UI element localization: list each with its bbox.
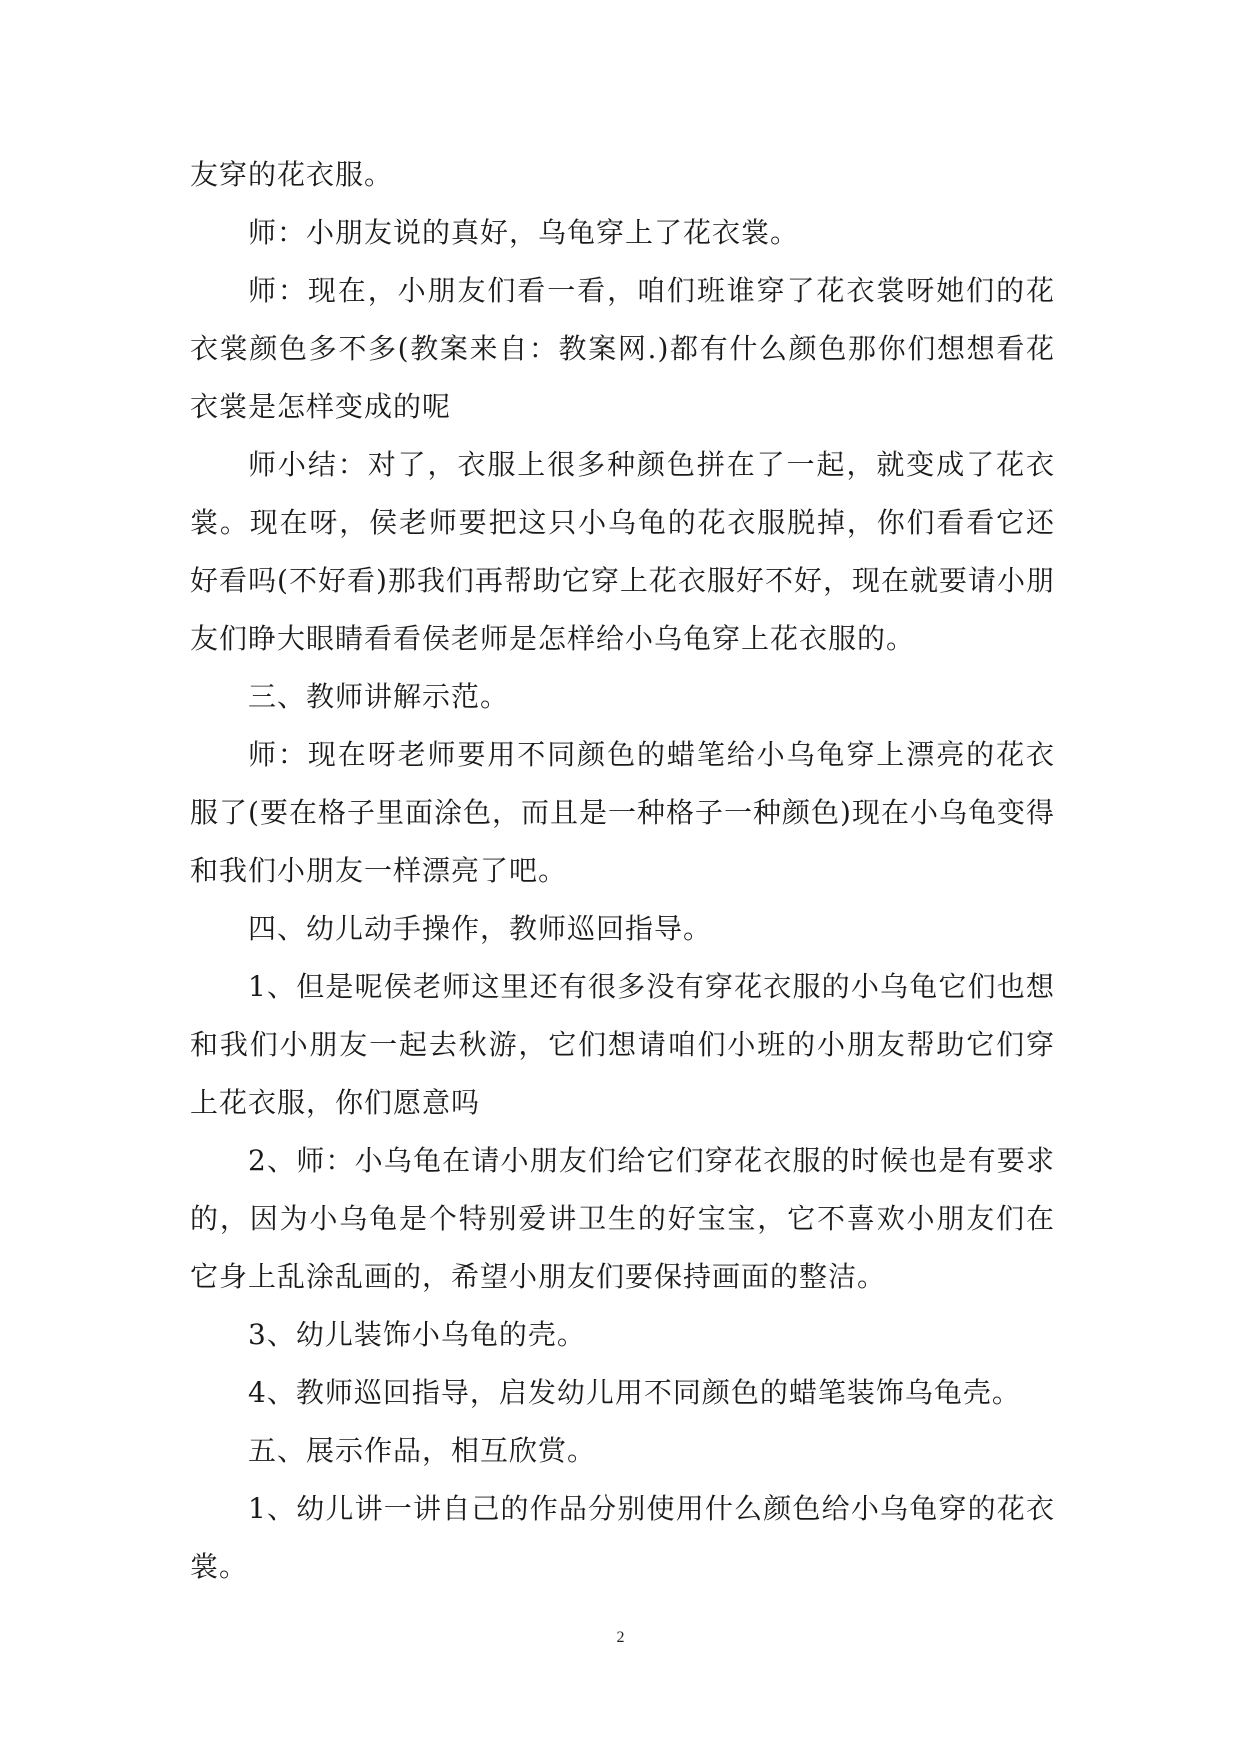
- list-item: 1、幼儿讲一讲自己的作品分别使用什么颜色给小乌龟穿的花衣裳。: [190, 1492, 1055, 1583]
- paragraph: 师：现在，小朋友们看一看，咱们班谁穿了花衣裳呀她们的花衣裳颜色多不多(教案来自：教案网.)都有什么颜色那你们想想看花衣裳是怎样变成的呢: [190, 274, 1055, 423]
- section-heading: 五、展示作品，相互欣赏。: [248, 1434, 597, 1467]
- list-item: 2、师：小乌龟在请小朋友们给它们穿花衣服的时候也是有要求的，因为小乌龟是个特别爱讲卫生的好宝宝，它不喜欢小朋友们在它身上乱涂乱画的，希望小朋友们要保持画面的整洁。: [190, 1144, 1055, 1293]
- page-number: 2: [616, 1629, 625, 1646]
- list-item: 1、但是呢侯老师这里还有很多没有穿花衣服的小乌龟它们也想和我们小朋友一起去秋游，它们想请咱们小班的小朋友帮助它们穿上花衣服，你们愿意吗: [190, 970, 1055, 1119]
- section-heading: 四、幼儿动手操作，教师巡回指导。: [248, 912, 713, 945]
- list-item: 4、教师巡回指导，启发幼儿用不同颜色的蜡笔装饰乌龟壳。: [248, 1376, 1021, 1409]
- list-item: 3、幼儿装饰小乌龟的壳。: [248, 1318, 586, 1351]
- document-body: [190, 146, 1055, 1596]
- paragraph: 师小结：对了，衣服上很多种颜色拼在了一起，就变成了花衣裳。现在呀，侯老师要把这只小乌龟的花衣服脱掉，你们看看它还好看吗(不好看)那我们再帮助它穿上花衣服好不好，现在就要请小朋友们睁大眼睛看看侯老师是怎样给小乌龟穿上花衣服的。: [190, 448, 1055, 655]
- paragraph: 师：小朋友说的真好，乌龟穿上了花衣裳。: [248, 216, 800, 249]
- section-heading: 三、教师讲解示范。: [248, 680, 510, 713]
- paragraph-continuation: 友穿的花衣服。: [190, 158, 394, 191]
- paragraph: 师：现在呀老师要用不同颜色的蜡笔给小乌龟穿上漂亮的花衣服了(要在格子里面涂色，而且是一种格子一种颜色)现在小乌龟变得和我们小朋友一样漂亮了吧。: [190, 738, 1055, 887]
